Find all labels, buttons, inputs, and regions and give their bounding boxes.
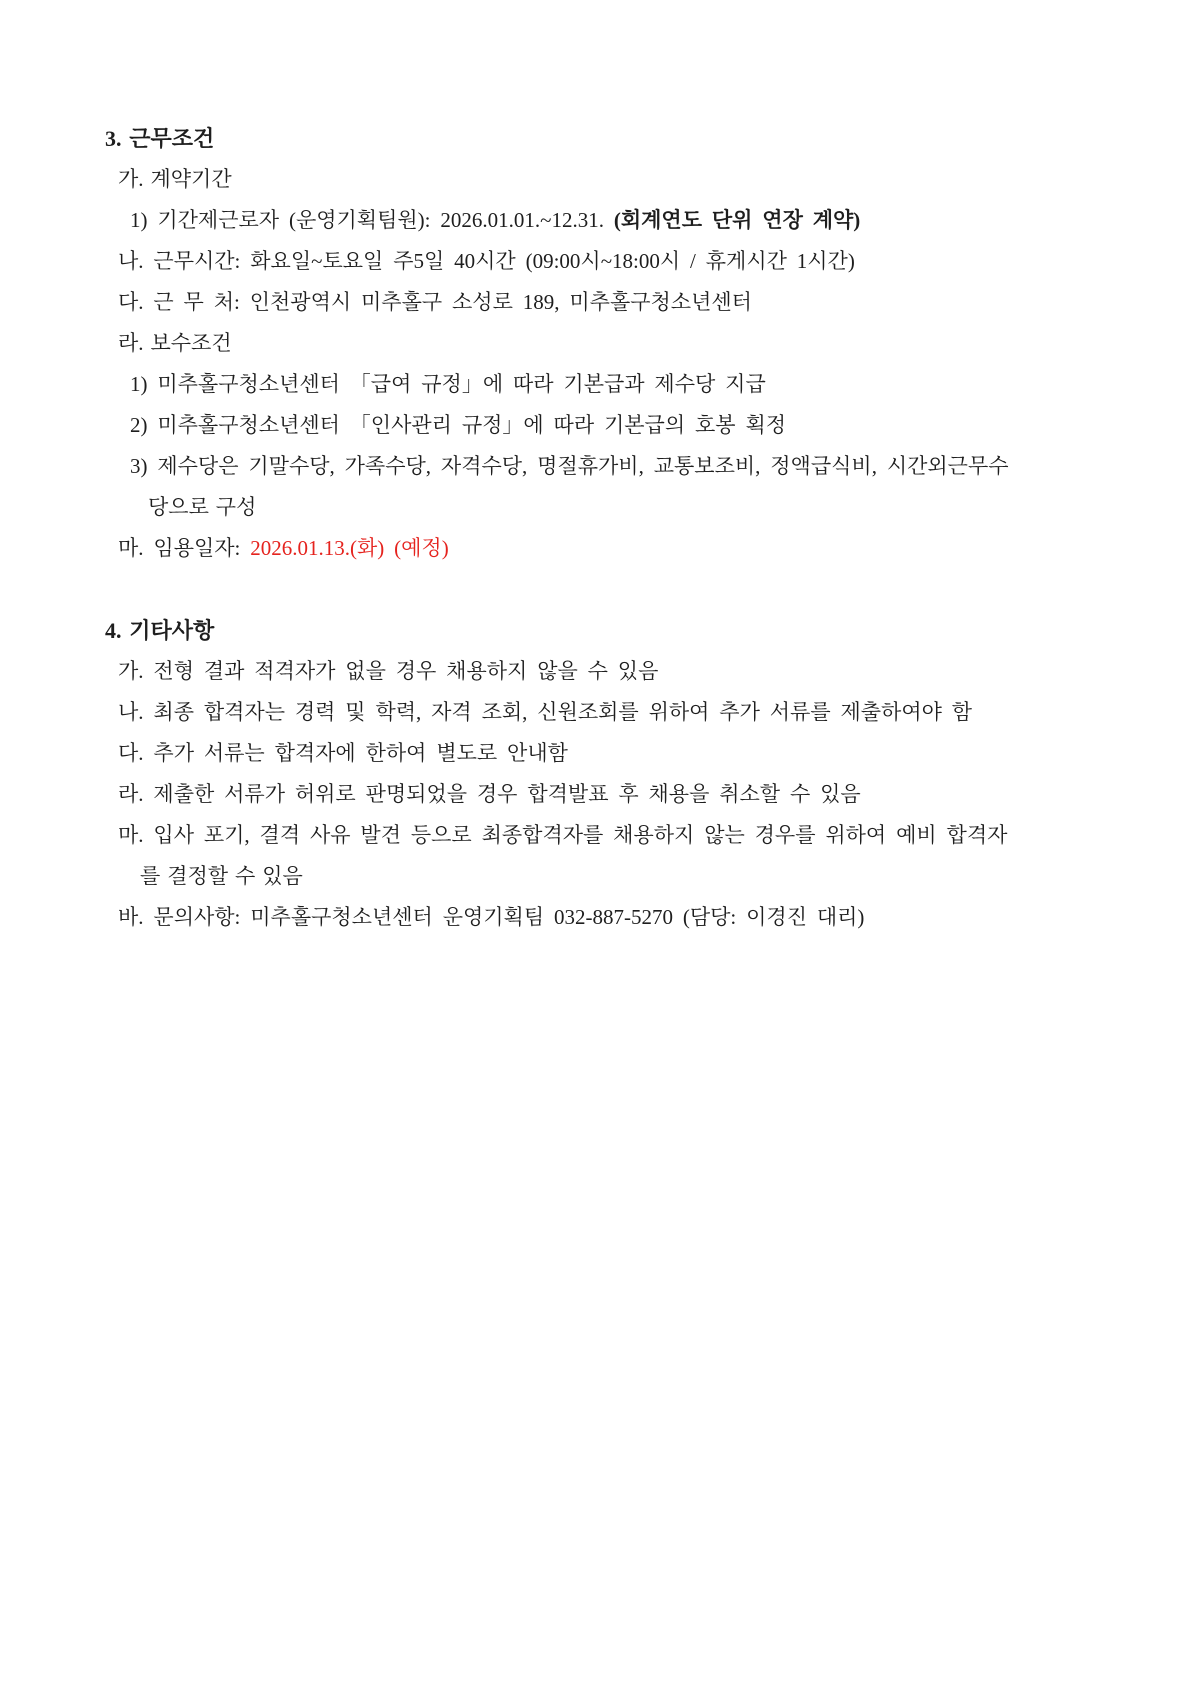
section3-item-compensation: 라. 보수조건 xyxy=(118,331,232,355)
section-working-conditions xyxy=(103,118,1111,569)
section3-compensation-detail-2: 2) 미추홀구청소년센터 「인사관리 규정」에 따라 기본급의 호봉 획정 xyxy=(130,413,787,437)
section4-heading: 4. 기타사항 xyxy=(105,618,215,643)
section3-compensation-detail-3-line2: 당으로 구성 xyxy=(148,495,257,519)
section3-item-working-hours: 나. 근무시간: 화요일~토요일 주5일 40시간 (09:00시~18:00시 / 휴게시간 1시간) xyxy=(118,249,855,273)
contract-period-note-bold: (회계연도 단위 연장 계약) xyxy=(613,208,861,232)
section4-item-additional-documents: 나. 최종 합격자는 경력 및 학력, 자격 조회, 신원조회를 위하여 추가 서류를 제출하여야 함 xyxy=(118,700,973,724)
section-gap xyxy=(103,569,1111,610)
appointment-date-value: 2026.01.13.(화) (예정) xyxy=(250,536,449,560)
section4-item-document-guidance: 다. 추가 서류는 합격자에 한하여 별도로 안내함 xyxy=(118,741,568,765)
section4-item-reserve-candidate-line2: 를 결정할 수 있음 xyxy=(140,864,303,888)
section4-item-no-hire: 가. 전형 결과 적격자가 없을 경우 채용하지 않을 수 있음 xyxy=(118,659,659,683)
appointment-date-label: 마. 임용일자: xyxy=(118,536,251,560)
section-other-matters xyxy=(103,610,1111,938)
section4-item-false-documents: 라. 제출한 서류가 허위로 판명되었을 경우 합격발표 후 채용을 취소할 수 있음 xyxy=(118,782,861,806)
section3-item-appointment-date xyxy=(103,528,1111,569)
section3-item-workplace: 다. 근 무 처: 인천광역시 미추홀구 소성로 189, 미추홀구청소년센터 xyxy=(118,290,752,314)
section3-compensation-detail-3-line1: 3) 제수당은 기말수당, 가족수당, 자격수당, 명절휴가비, 교통보조비, 정액급식비, 시간외근무수 xyxy=(130,454,1009,478)
section3-heading: 3. 근무조건 xyxy=(105,126,215,151)
section4-item-contact: 바. 문의사항: 미추홀구청소년센터 운영기획팀 032-887-5270 (담당: 이경진 대리) xyxy=(118,905,865,929)
section4-item-reserve-candidate-line1: 마. 입사 포기, 결격 사유 발견 등으로 최종합격자를 채용하지 않는 경우를 위하여 예비 합격자 xyxy=(118,823,1008,847)
section3-contract-period-detail xyxy=(103,200,1111,241)
section3-item-contract-period: 가. 계약기간 xyxy=(118,167,232,191)
section3-compensation-detail-1: 1) 미추홀구청소년센터 「급여 규정」에 따라 기본급과 제수당 지급 xyxy=(130,372,766,396)
contract-period-text: 1) 기간제근로자 (운영기획팀원): 2026.01.01.~12.31. xyxy=(130,208,614,232)
